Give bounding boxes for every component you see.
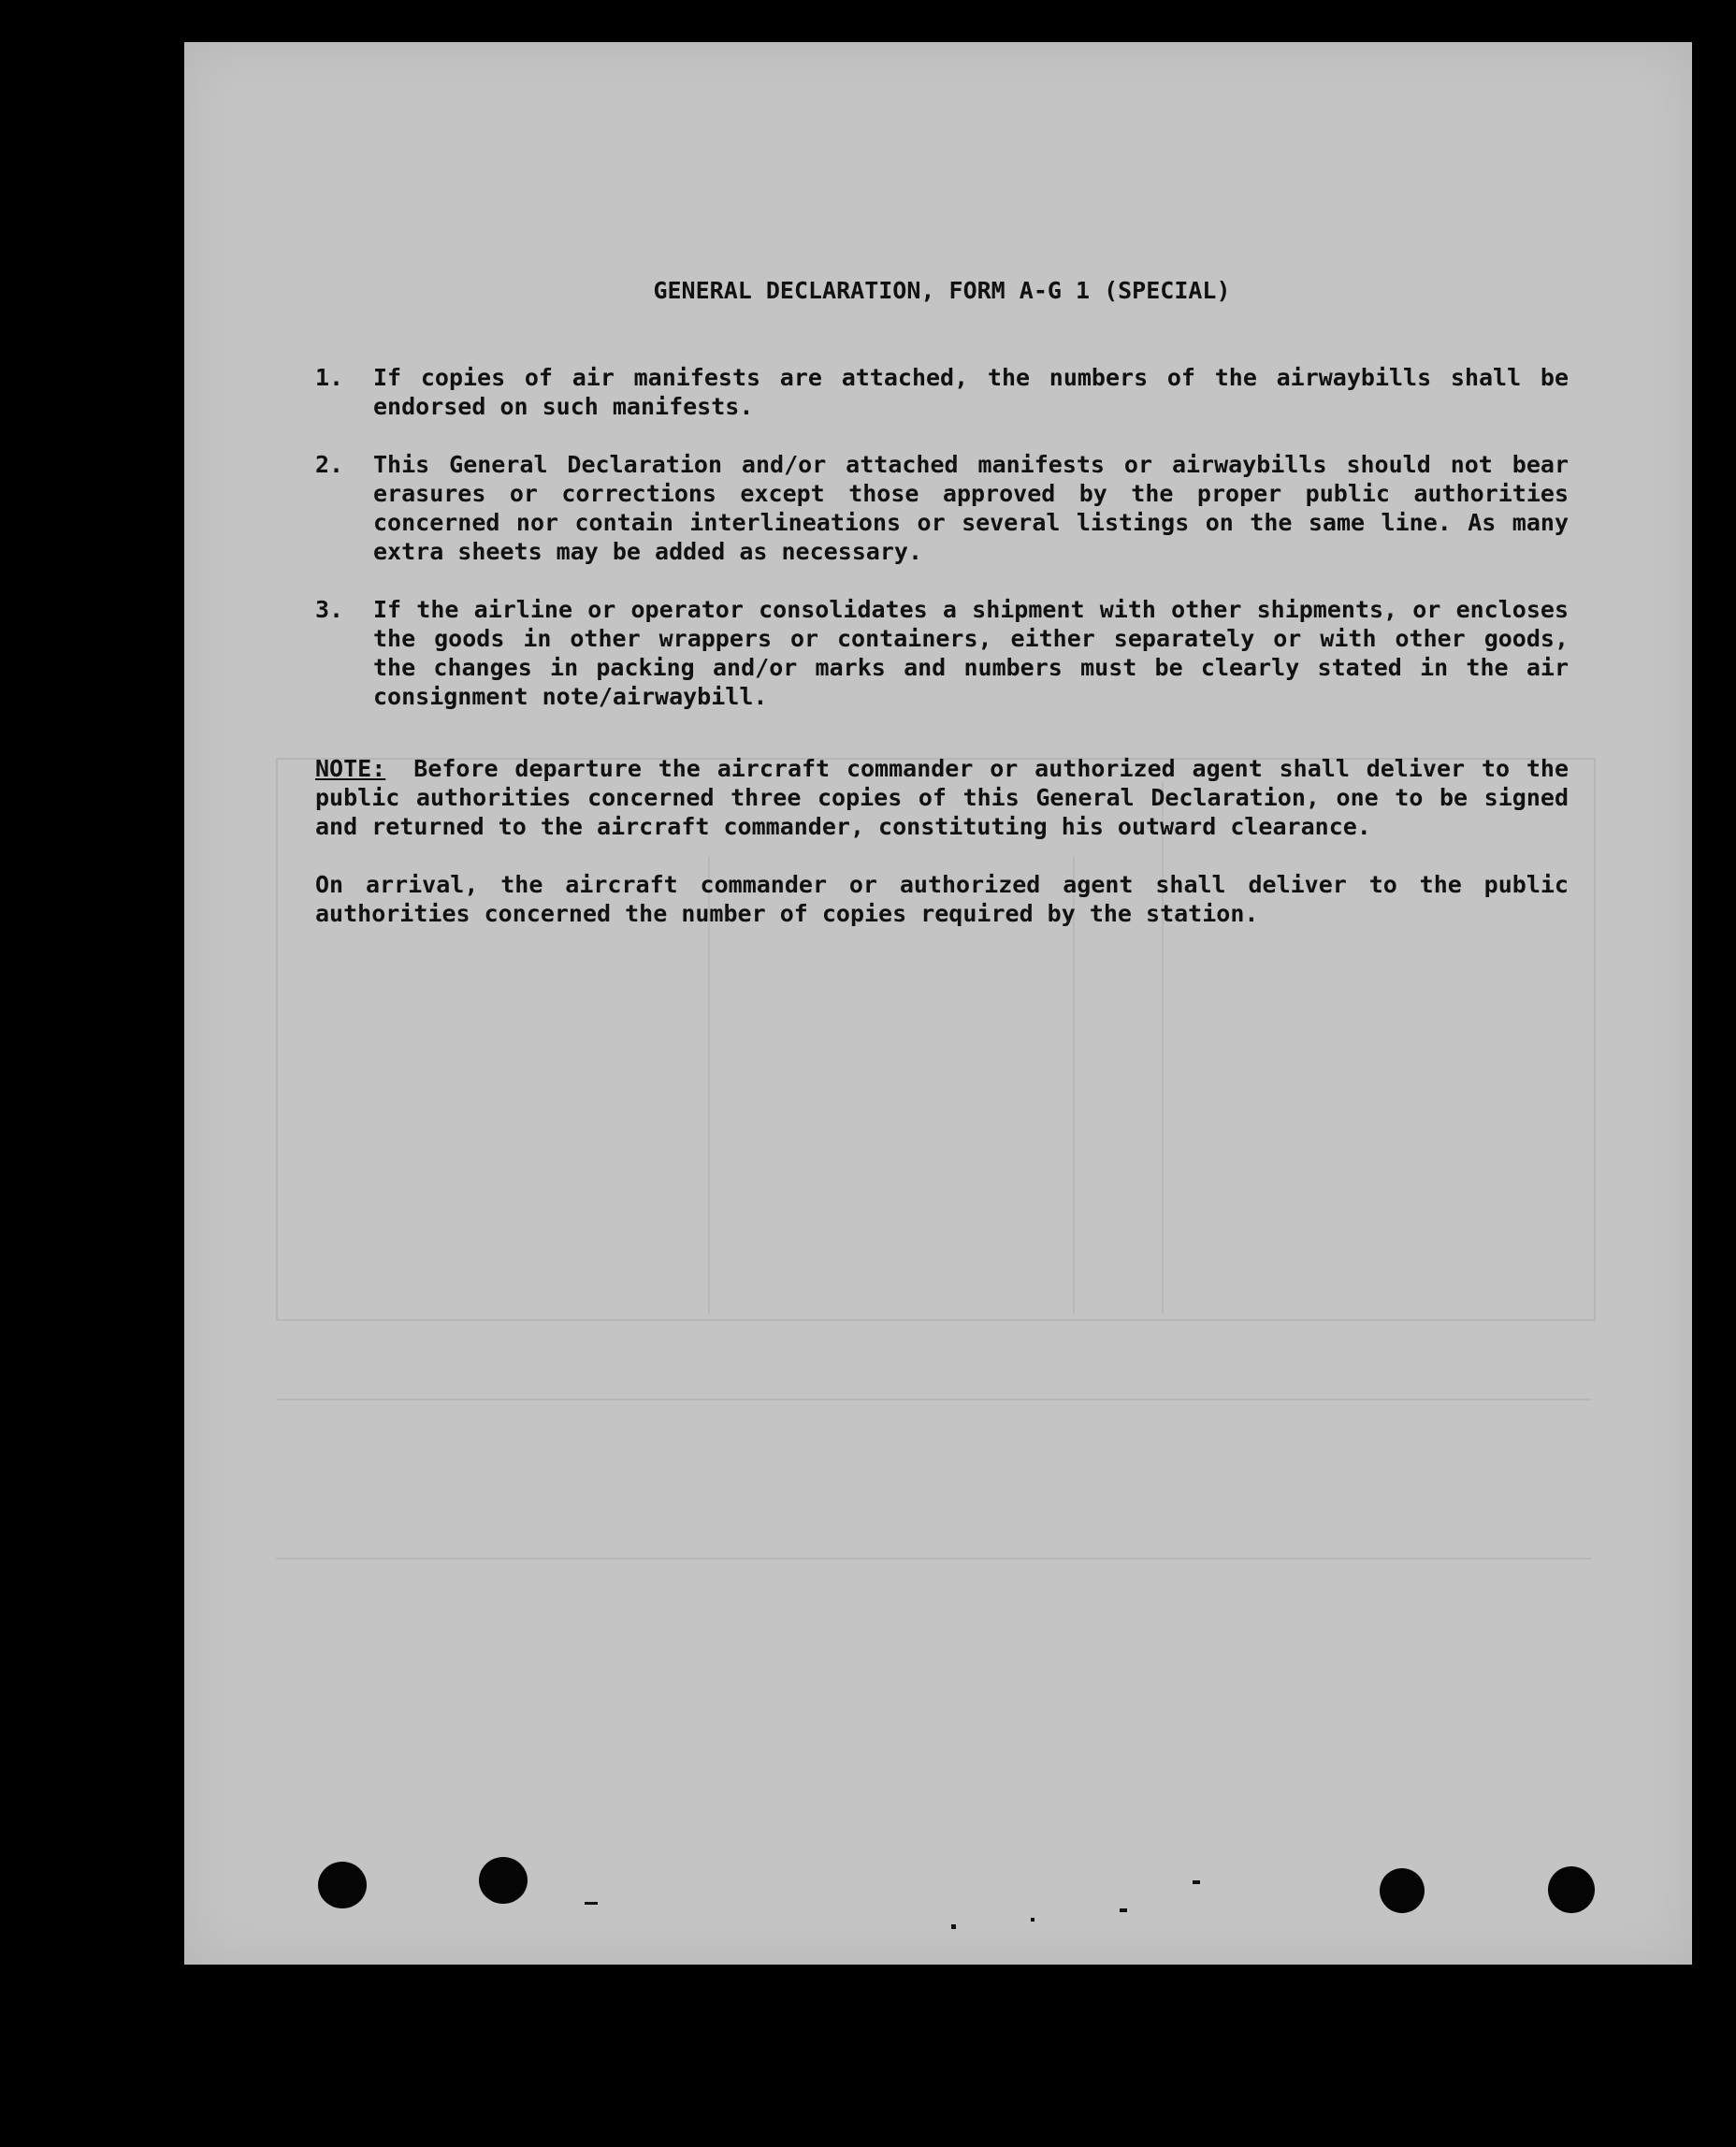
instruction-item [315,363,1569,421]
speck [1193,1880,1200,1884]
item-text: If copies of air manifests are attached, the numbers of the airwaybills shall be endorsed on such manifests. [373,364,1569,420]
bleed-through-line [276,1399,1592,1400]
punch-hole [1380,1868,1425,1913]
item-number: 3. [315,596,344,623]
punch-hole [1548,1866,1595,1913]
bleed-through-line [276,1558,1592,1559]
instruction-item [315,595,1569,711]
declaration-content [315,276,1569,928]
note-text: Before departure the aircraft commander or authorized agent shall deliver to the public authorities concerned three copies of this General Declaration, one to be signed and returned to the aircraft commander, constituting his outward clearance. [315,755,1569,840]
item-text: If the airline or operator consolidates a shipment with other shipments, or encloses the goods in other wrappers or containers, either separately or with other goods, the changes in packing and/or marks and numbers must be clearly stated in the air consignment note/airwaybill. [373,596,1569,710]
punch-hole [318,1862,367,1908]
item-number: 1. [315,364,344,391]
speck [951,1924,956,1929]
document-page [184,42,1692,1965]
speck [1031,1918,1034,1922]
speck [1120,1908,1127,1912]
document-heading: GENERAL DECLARATION, FORM A-G 1 (SPECIAL) [653,277,1231,304]
note-paragraph [315,754,1569,841]
note-label: NOTE: [315,755,386,782]
item-number: 2. [315,451,344,478]
punch-hole [479,1857,528,1904]
item-text: This General Declaration and/or attached manifests or airwaybills should not bear erasures or corrections except those approved by the proper public authorities concerned nor contain interlineations or several listings on the same line. As many extra sheets may be added as necessary. [373,451,1569,565]
instruction-item [315,450,1569,566]
speck [585,1902,598,1905]
arrival-paragraph: On arrival, the aircraft commander or authorized agent shall deliver to the public authorities concerned the number of copies required by the station. [315,871,1569,927]
